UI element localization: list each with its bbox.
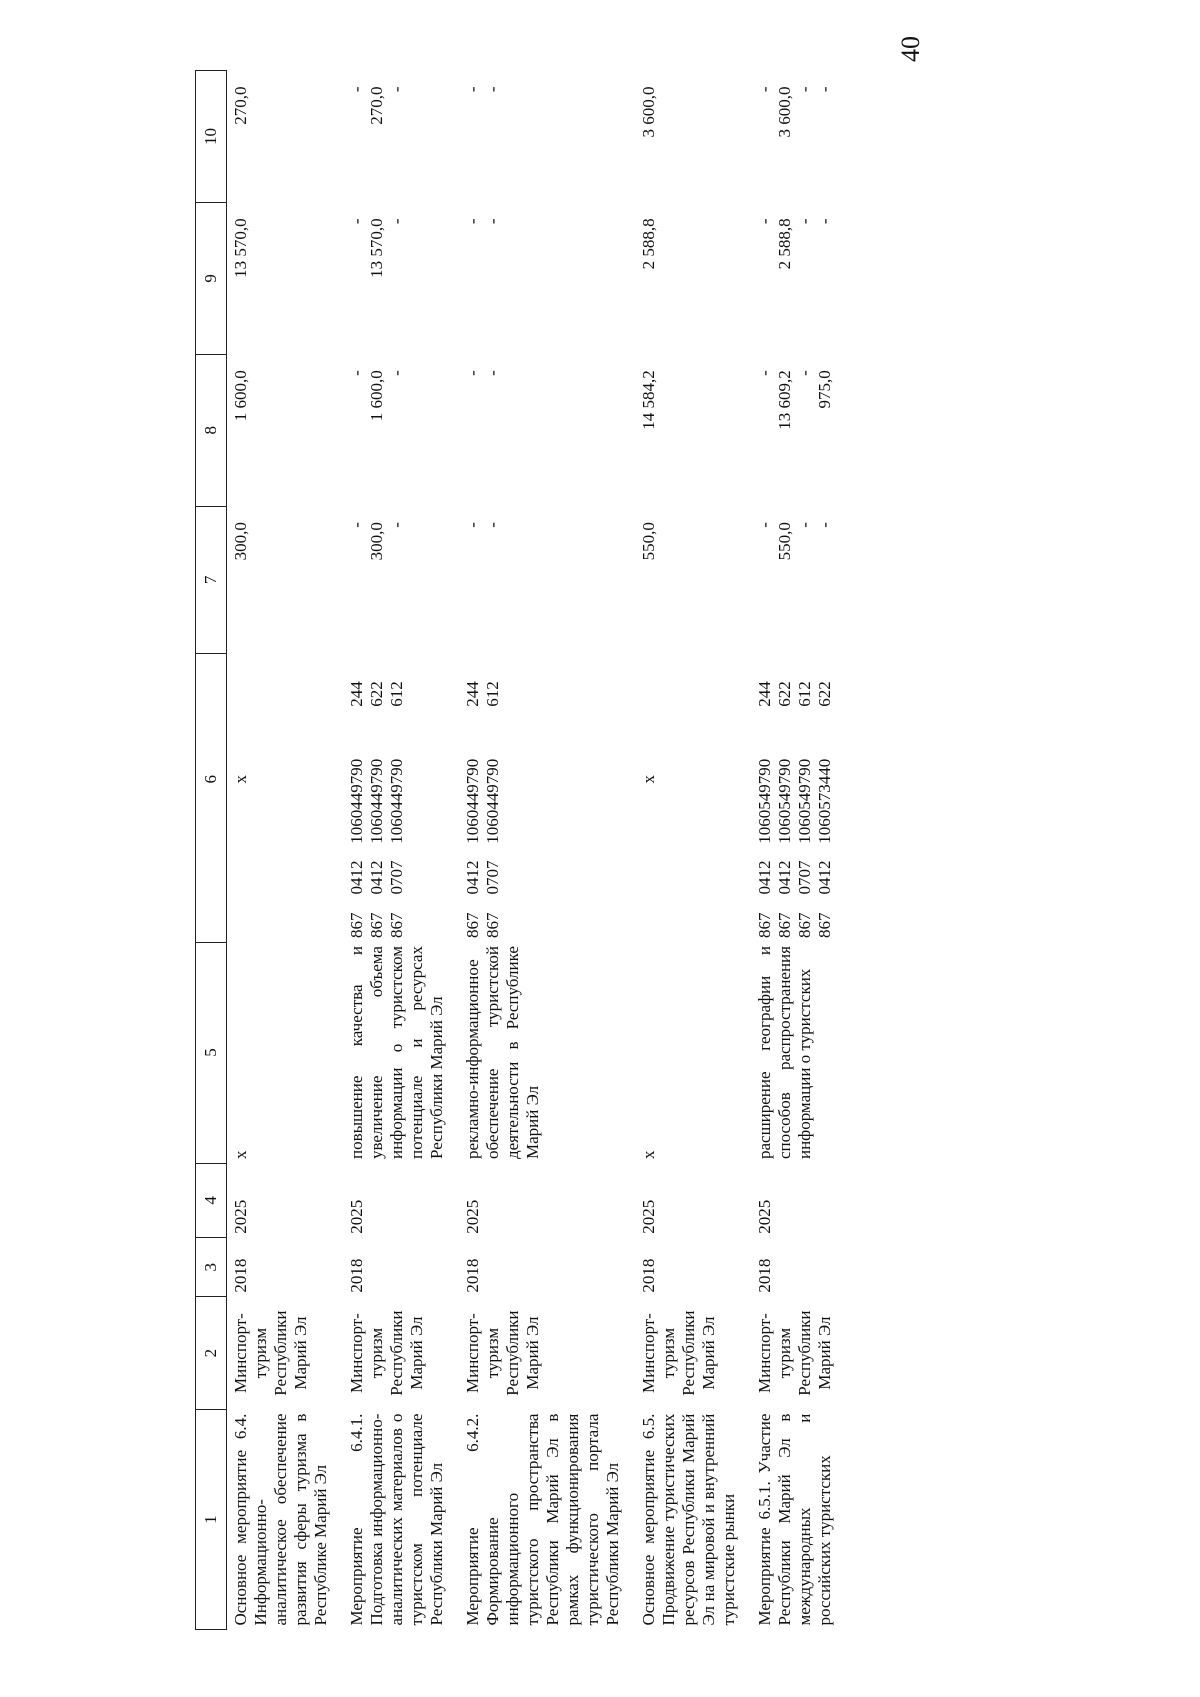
end-year: 2025 (755, 1199, 774, 1234)
amount-value: - (347, 86, 366, 93)
csr-code-line: 1060549790 (775, 758, 794, 844)
amount-value: 1 600,0 (231, 370, 250, 422)
amount-value: 13 570,0 (231, 218, 250, 278)
amount-value: - (347, 218, 366, 225)
rz-code (459, 848, 635, 899)
start-year: 2018 (639, 1258, 658, 1293)
expected-result: расширение географии и способов распространения информации о туристских (755, 946, 814, 1160)
amount-c8 (635, 354, 751, 506)
amount-c7 (459, 506, 635, 654)
expected-result: x (639, 1150, 658, 1160)
executor: Минспорт-туризм Республики Марий Эл (463, 1310, 542, 1396)
csr-code-line: 1060549790 (755, 758, 774, 844)
vr-code-line: 612 (483, 681, 502, 707)
grbs-code-line: 867 (775, 912, 794, 939)
amount-c8 (751, 354, 847, 506)
rz-code-line: 0707 (795, 860, 814, 895)
amount-value: 13 609,2 (775, 370, 794, 430)
grbs-code-line: 867 (483, 912, 502, 939)
header-cell-5: 5 (196, 942, 227, 1163)
csr-code (459, 711, 635, 848)
amount-c9 (459, 202, 635, 354)
amount-value: - (483, 370, 502, 376)
csr-code-line: 1060449790 (387, 758, 406, 844)
header-cell-4: 4 (196, 1163, 227, 1238)
vr-code (227, 654, 344, 711)
vr-code-line: 244 (755, 681, 774, 707)
amount-value: 270,0 (231, 86, 250, 125)
budget-table (195, 70, 847, 1630)
amount-c10 (227, 71, 344, 203)
amount-c10 (459, 71, 635, 203)
amount-value: - (387, 522, 406, 528)
amount-value: - (755, 218, 774, 225)
amount-c8 (343, 354, 459, 506)
amount-value: - (815, 522, 834, 528)
amount-c10 (635, 71, 751, 203)
rz-code-line: 0412 (775, 860, 794, 895)
executor: Минспорт-туризм Республики Марий Эл (231, 1310, 310, 1396)
table-row (227, 71, 344, 1630)
csr-code-line: 1060449790 (463, 758, 482, 844)
header-cell-9: 9 (196, 202, 227, 354)
rz-code-line: 0412 (755, 860, 774, 895)
table-row (343, 71, 459, 1630)
grbs-code-line: 867 (815, 912, 834, 939)
amount-value: - (387, 218, 406, 225)
header-cell-1: 1 (196, 1410, 227, 1630)
header-cell-3: 3 (196, 1238, 227, 1297)
start-year: 2018 (463, 1258, 482, 1293)
grbs-code-line: 867 (347, 912, 366, 939)
vr-code-line: 612 (795, 681, 814, 707)
csr-code (343, 711, 459, 848)
header-cell-10: 10 (196, 71, 227, 203)
amount-c7 (227, 506, 344, 654)
vr-code-line: 622 (775, 681, 794, 707)
amount-value: - (483, 218, 502, 225)
grbs-code (227, 899, 344, 942)
amount-value: - (347, 522, 366, 528)
end-year: 2025 (347, 1199, 366, 1234)
rotated-table-wrapper (195, 70, 1025, 1630)
header-cell-7: 7 (196, 506, 227, 654)
vr-code (751, 654, 847, 711)
measure-name: Мероприятие 6.4.1. Подготовка информационно-аналитических материалов о туристском потенциале Республики Марий Эл (347, 1413, 446, 1626)
executor: Минспорт-туризм Республики Марий Эл (639, 1310, 718, 1396)
csr-code-line: 1060449790 (483, 758, 502, 844)
amount-value: - (463, 86, 482, 93)
vr-code (343, 654, 459, 711)
amount-value: - (463, 218, 482, 225)
vr-code-line: 622 (367, 681, 386, 707)
amount-value: - (755, 370, 774, 376)
amount-c10 (343, 71, 459, 203)
header-cell-2: 2 (196, 1297, 227, 1410)
csr-code-line: 1060449790 (347, 758, 366, 844)
amount-value: - (795, 218, 814, 225)
csr-code-line: 1060449790 (367, 758, 386, 844)
amount-value: 550,0 (639, 522, 658, 561)
amount-c9 (227, 202, 344, 354)
csr-code-line: 1060549790 (795, 758, 814, 844)
table-body (227, 71, 848, 1630)
rz-code (751, 848, 847, 899)
amount-value: - (815, 86, 834, 93)
header-cell-6d (196, 654, 227, 711)
header-cell-8: 8 (196, 354, 227, 506)
rz-code-line: 0412 (367, 860, 386, 895)
amount-c10 (751, 71, 847, 203)
measure-name: Основное мероприятие 6.5. Продвижение туристических ресурсов Республики Марий Эл на мировой и внутренний туристские рынки (639, 1413, 738, 1626)
amount-value: - (387, 370, 406, 376)
amount-value: - (795, 370, 814, 376)
vr-code-line: 612 (387, 681, 406, 707)
amount-value: - (347, 370, 366, 376)
amount-value: - (815, 218, 834, 225)
amount-value: - (483, 522, 502, 528)
expected-result: x (231, 1150, 250, 1160)
amount-value: - (463, 522, 482, 528)
executor: Минспорт-туризм Республики Марий Эл (347, 1310, 426, 1396)
rz-code (343, 848, 459, 899)
vr-code-line: 244 (347, 681, 366, 707)
rz-code (635, 848, 751, 899)
rz-code (227, 848, 344, 899)
amount-value: - (755, 522, 774, 528)
amount-value: 2 588,8 (775, 218, 794, 270)
csr-code: x (639, 775, 658, 784)
amount-value: 14 584,2 (639, 370, 658, 430)
csr-code-line: 1060573440 (815, 758, 834, 844)
amount-c9 (751, 202, 847, 354)
rz-code-line: 0412 (463, 860, 482, 895)
rz-code-line: 0707 (387, 860, 406, 895)
amount-value: 300,0 (367, 522, 386, 561)
table-row (751, 71, 847, 1630)
amount-c7 (343, 506, 459, 654)
start-year: 2018 (231, 1258, 250, 1293)
vr-code (635, 654, 751, 711)
amount-value: 975,0 (815, 370, 834, 409)
column-number-header (196, 71, 227, 1630)
amount-value: 3 600,0 (775, 86, 794, 138)
amount-c9 (635, 202, 751, 354)
grbs-code-line: 867 (387, 912, 406, 939)
expected-result: повышение качества и увеличение объема информации о туристском потенциале и ресурсах Республики Марий Эл (347, 946, 446, 1160)
grbs-code-line: 867 (795, 912, 814, 939)
measure-name: Мероприятие 6.5.1. Участие Республики Марий Эл в международных и российских туристских (755, 1413, 834, 1626)
csr-code (751, 711, 847, 848)
csr-code: x (231, 775, 250, 784)
amount-value: 550,0 (775, 522, 794, 561)
end-year: 2025 (463, 1199, 482, 1234)
amount-value: 13 570,0 (367, 218, 386, 278)
amount-value: 2 588,8 (639, 218, 658, 270)
grbs-code (751, 899, 847, 942)
amount-value: 1 600,0 (367, 370, 386, 422)
rz-code-line: 0707 (483, 860, 502, 895)
amount-c9 (343, 202, 459, 354)
grbs-code-line: 867 (367, 912, 386, 939)
rz-code-line: 0412 (347, 860, 366, 895)
amount-value: - (795, 86, 814, 93)
rz-code-line: 0412 (815, 860, 834, 895)
header-cell-6a (196, 899, 227, 942)
amount-value: 300,0 (231, 522, 250, 561)
grbs-code-line: 867 (463, 912, 482, 939)
amount-value: 3 600,0 (639, 86, 658, 138)
header-cell-6: 6 (196, 711, 227, 848)
grbs-code (459, 899, 635, 942)
vr-code (459, 654, 635, 711)
vr-code-line: 244 (463, 681, 482, 707)
end-year: 2025 (231, 1199, 250, 1234)
table-row (635, 71, 751, 1630)
end-year: 2025 (639, 1199, 658, 1234)
table-row (459, 71, 635, 1630)
start-year: 2018 (347, 1258, 366, 1293)
amount-value: - (795, 522, 814, 528)
amount-value: - (463, 370, 482, 376)
amount-value: - (387, 86, 406, 93)
executor: Минспорт-туризм Республики Марий Эл (755, 1310, 834, 1396)
start-year: 2018 (755, 1258, 774, 1293)
page-number: 40 (896, 36, 925, 62)
amount-c7 (635, 506, 751, 654)
grbs-code-line: 867 (755, 912, 774, 939)
grbs-code (343, 899, 459, 942)
amount-value: 270,0 (367, 86, 386, 125)
measure-name: Мероприятие 6.4.2. Формирование информационного туристского пространства Республики Марий Эл в рамках функционирования туристического портала Республики Марий Эл (463, 1413, 622, 1626)
header-cell-6b (196, 848, 227, 899)
amount-value: - (755, 86, 774, 93)
amount-c8 (227, 354, 344, 506)
measure-name: Основное мероприятие 6.4. Информационно-аналитическое обеспечение развития сферы туризма в Республике Марий Эл (231, 1413, 330, 1626)
amount-c8 (459, 354, 635, 506)
expected-result: рекламно-информационное обеспечение туристской деятельности в Республике Марий Эл (463, 946, 542, 1160)
amount-c7 (751, 506, 847, 654)
amount-value: - (483, 86, 502, 93)
grbs-code (635, 899, 751, 942)
vr-code-line: 622 (815, 681, 834, 707)
